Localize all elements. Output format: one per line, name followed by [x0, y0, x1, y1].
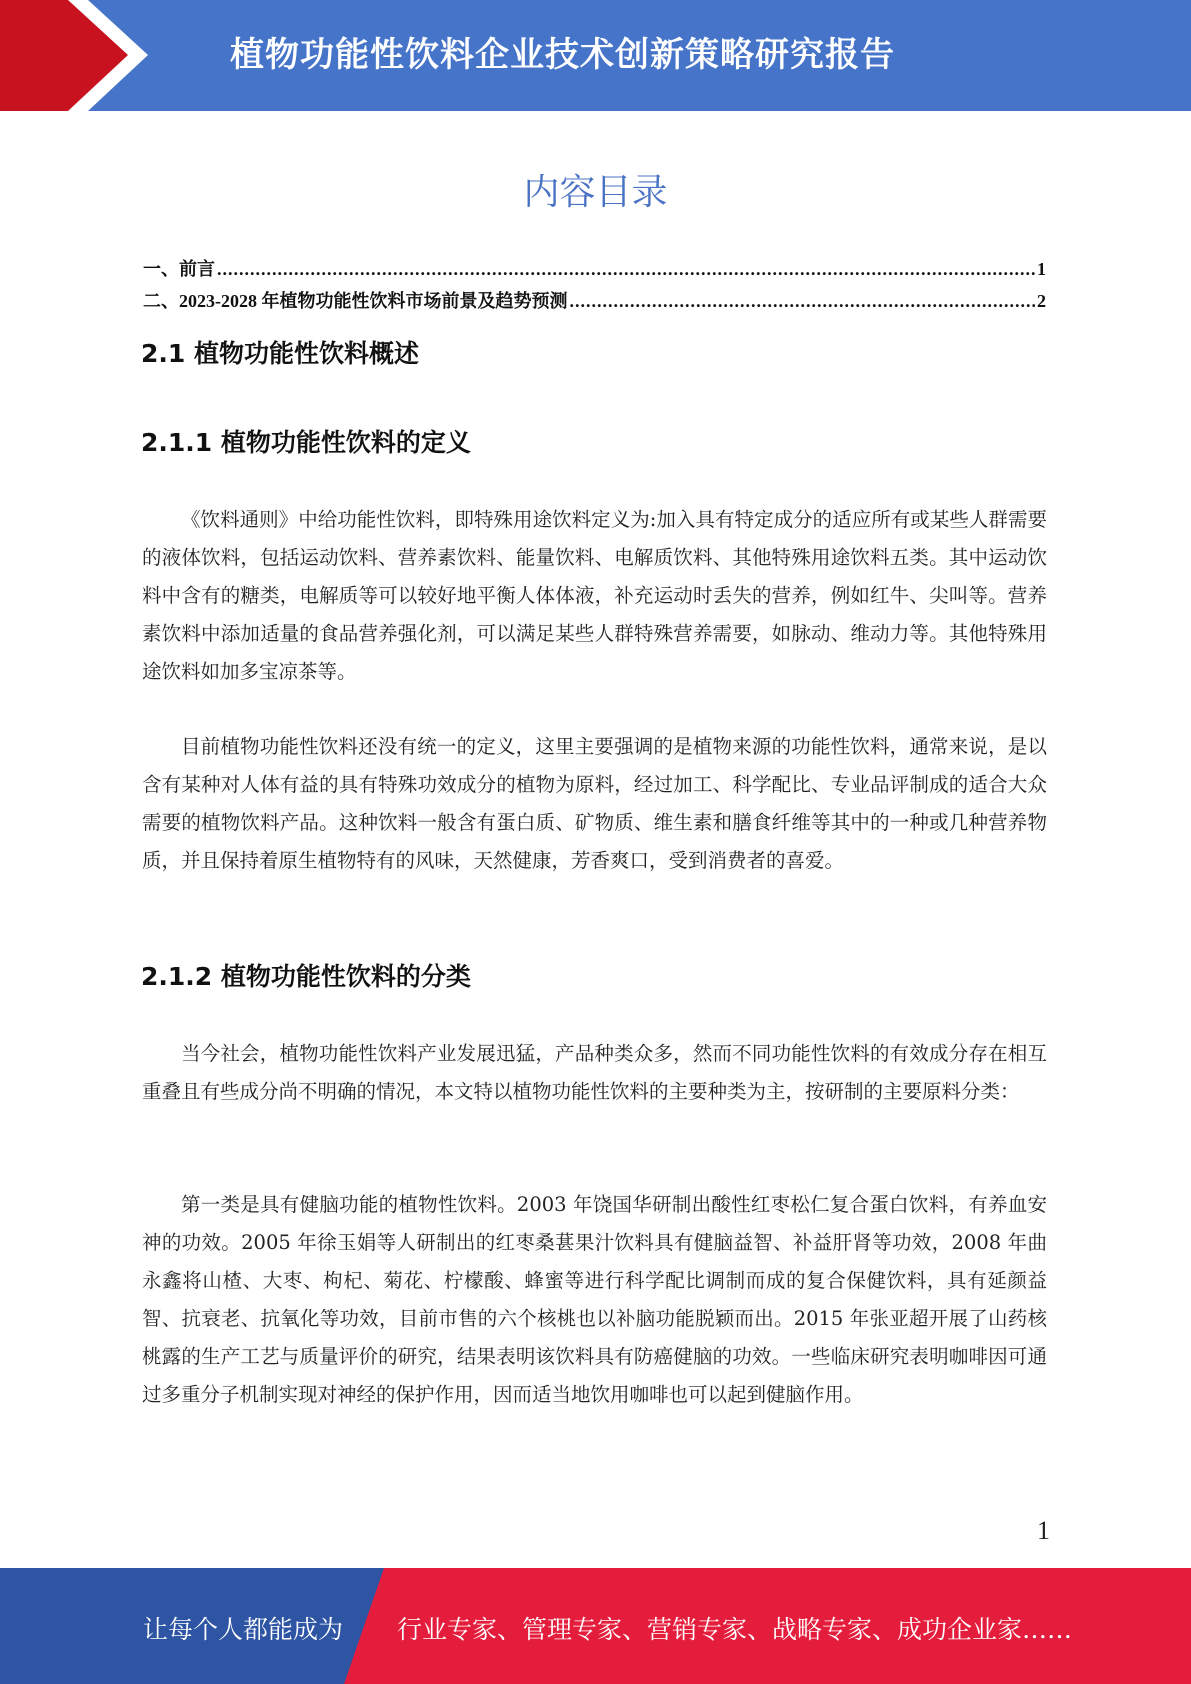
- footer-slogan-right: 行业专家、管理专家、营销专家、战略专家、成功企业家……: [397, 1615, 1073, 1644]
- toc-entry-page: 2: [1037, 291, 1046, 311]
- page-number: 1: [1037, 1516, 1050, 1545]
- paragraph-category-1: 第一类是具有健脑功能的植物性饮料。2003 年饶国华研制出酸性红枣松仁复合蛋白饮料，有养血安神的功效。2005 年徐玉娟等人研制出的红枣桑葚果汁饮料具有健脑益智、补益肝肾等功效，2008 年曲永鑫将山楂、大枣、枸杞、菊花、柠檬酸、蜂蜜等进行科学配比调制而成的复合保健饮料，具有延颜益智、抗衰老、抗氧化等功效，目前市售的六个核桃也以补脑功能脱颖而出。2015 年张亚超开展了山药核桃露的生产工艺与质量评价的研究，结果表明该饮料具有防癌健脑的功效。一些临床研究表明咖啡因可通过多重分子机制实现对神经的保护作用，因而适当地饮用咖啡也可以起到健脑作用。: [142, 1193, 1047, 1406]
- table-of-contents: [143, 255, 1046, 319]
- header-banner: [0, 0, 1191, 111]
- section-heading-2-1: 2.1 植物功能性饮料概述: [141, 339, 419, 368]
- paragraph-classification-intro: 当今社会，植物功能性饮料产业发展迅猛，产品种类众多，然而不同功能性饮料的有效成分存在相互重叠且有些成分尚不明确的情况，本文特以植物功能性饮料的主要种类为主，按研制的主要原料分类：: [142, 1042, 1047, 1103]
- toc-title: 内容目录: [523, 172, 668, 213]
- toc-entry-page: 1: [1037, 259, 1046, 279]
- paragraph-definition-2: 目前植物功能性饮料还没有统一的定义，这里主要强调的是植物来源的功能性饮料，通常来说，是以含有某种对人体有益的具有特殊功效成分的植物为原料，经过加工、科学配比、专业品评制成的适合大众需要的植物饮料产品。这种饮料一般含有蛋白质、矿物质、维生素和膳食纤维等其中的一种或几种营养物质，并且保持着原生植物特有的风味，天然健康，芳香爽口，受到消费者的喜爱。: [142, 735, 1047, 872]
- section-heading-2-1-1: 2.1.1 植物功能性饮料的定义: [141, 428, 471, 457]
- section-heading-2-1-2: 2.1.2 植物功能性饮料的分类: [141, 962, 471, 991]
- paragraph-definition-1: 《饮料通则》中给功能性饮料，即特殊用途饮料定义为:加入具有特定成分的适应所有或某些人群需要的液体饮料，包括运动饮料、营养素饮料、能量饮料、电解质饮料、其他特殊用途饮料五类。其中运动饮料中含有的糖类，电解质等可以较好地平衡人体体液，补充运动时丢失的营养，例如红牛、尖叫等。营养素饮料中添加适量的食品营养强化剂，可以满足某些人群特殊营养需要，如脉动、维动力等。其他特殊用途饮料如加多宝凉茶等。: [142, 508, 1047, 683]
- toc-entry[interactable]: [143, 287, 1046, 319]
- footer-banner: [0, 1568, 1191, 1684]
- toc-leader-dots: [570, 291, 1036, 312]
- toc-entry[interactable]: [143, 255, 1046, 287]
- toc-leader-dots: [217, 259, 1035, 280]
- toc-entry-label: 一、前言: [143, 259, 215, 279]
- footer-slogan-left: 让每个人都能成为: [143, 1615, 344, 1644]
- report-title: 植物功能性饮料企业技术创新策略研究报告: [230, 35, 895, 75]
- toc-entry-label: 二、2023-2028 年植物功能性饮料市场前景及趋势预测: [143, 291, 568, 311]
